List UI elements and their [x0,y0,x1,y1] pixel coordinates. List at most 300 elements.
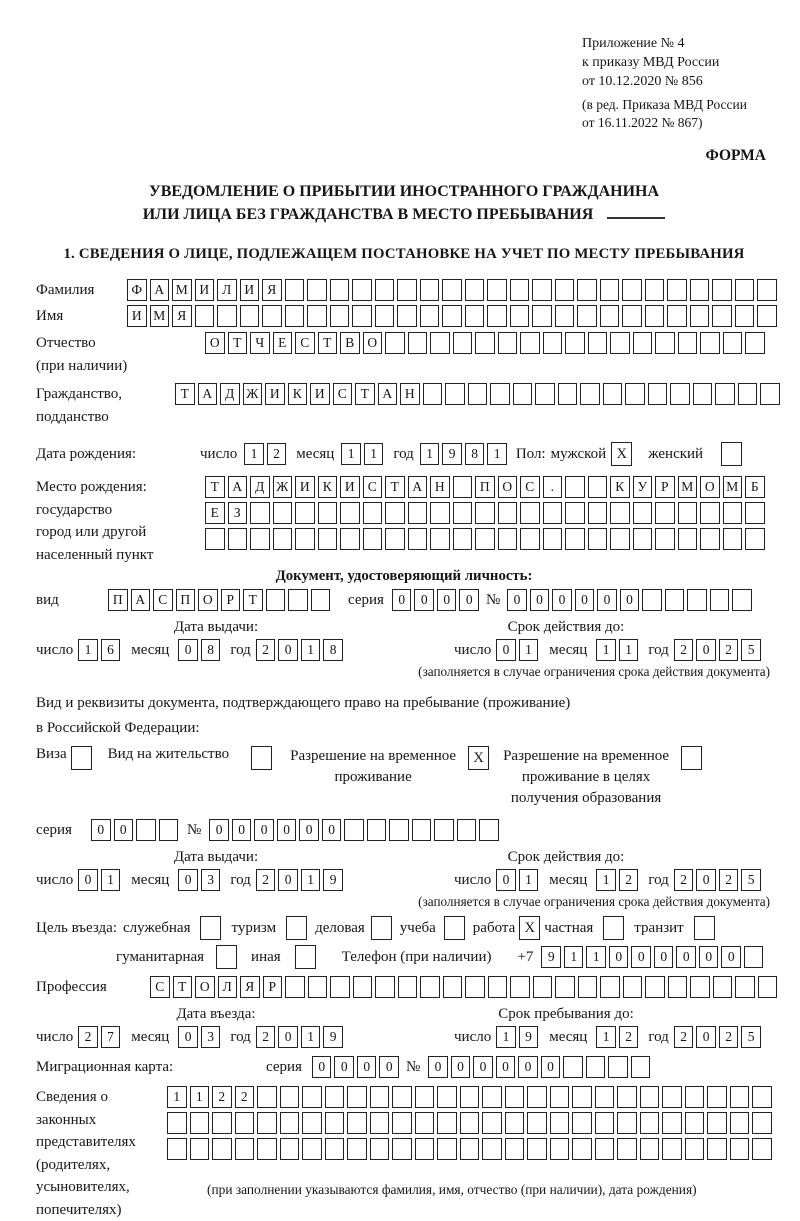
char-cell: П [475,476,495,498]
empty-cell [311,589,331,611]
empty-cell [738,383,758,405]
char-cell: 1 [301,869,321,891]
empty-cell [668,976,688,998]
char-cell: О [498,476,518,498]
empty-cell [713,976,733,998]
empty-cell [662,1138,682,1160]
purpose-private-label: частная [544,920,593,937]
birthplace-city-label-1: город или другой [36,521,205,544]
empty-cell [415,1138,435,1160]
section-1-heading: 1. СВЕДЕНИЯ О ЛИЦЕ, ПОДЛЕЖАЩЕМ ПОСТАНОВКЕ НА УЧЕТ ПО МЕСТУ ПРЕБЫВАНИЯ [36,246,772,263]
char-cell: 3 [201,869,221,891]
edition-line-1: (в ред. Приказа МВД России [582,96,772,114]
temp-residence-label-1: Разрешение на временное [290,746,456,767]
empty-cell [690,279,710,301]
empty-cell [655,528,675,550]
empty-cell [730,1138,750,1160]
temp-residence-label [290,746,456,788]
patronymic-label-block [36,332,205,377]
empty-cell [745,332,765,354]
empty-cell [687,589,707,611]
empty-cell [136,819,156,841]
empty-cell [588,476,608,498]
empty-cell [190,1112,210,1134]
empty-cell [600,305,620,327]
empty-cell [437,1086,457,1108]
char-cell: П [108,589,128,611]
char-cell: 0 [379,1056,399,1078]
empty-cell [723,502,743,524]
char-cell: М [172,279,192,301]
id-series-label: серия [348,592,384,609]
char-cell: Т [385,476,405,498]
char-cell: 0 [496,639,516,661]
empty-cell [645,279,665,301]
char-cell: 2 [256,1026,276,1048]
empty-cell [633,502,653,524]
char-cell: 6 [101,639,121,661]
entry-year-boxes [256,1026,346,1048]
birthdate-label: Дата рождения: [36,443,200,465]
resid-doc-series-row [36,819,772,841]
empty-cell [712,279,732,301]
empty-cell [475,502,495,524]
month-word: месяц [549,1029,587,1046]
title-line-2 [36,203,772,226]
birthplace-boxes-row1 [205,476,768,498]
char-cell: 0 [178,1026,198,1048]
id-issue-day-boxes [78,639,123,661]
char-cell: 0 [696,869,716,891]
resid-valid-month-boxes [596,869,641,891]
empty-cell [482,1112,502,1134]
empty-cell [295,528,315,550]
char-cell: О [195,976,215,998]
empty-cell [510,976,530,998]
char-cell: 0 [312,1056,332,1078]
migration-card-label: Миграционная карта: [36,1056,266,1078]
char-cell: 1 [101,869,121,891]
day-word: число [454,872,491,889]
empty-cell [423,383,443,405]
char-cell: Т [175,383,195,405]
char-cell: 0 [414,589,434,611]
char-cell: 0 [696,639,716,661]
char-cell: 0 [507,589,527,611]
empty-cell [572,1138,592,1160]
resid-valid-year-boxes [674,869,764,891]
empty-cell [190,1138,210,1160]
char-cell: Н [400,383,420,405]
empty-cell [408,502,428,524]
purpose-humanitarian-label: гуманитарная [116,949,204,966]
char-cell: 2 [674,1026,694,1048]
empty-cell [465,279,485,301]
empty-cell [420,305,440,327]
day-word: число [36,872,73,889]
char-cell: У [633,476,653,498]
empty-cell [752,1086,772,1108]
citizenship-label: Гражданство, [36,383,175,406]
residence-permit-checkbox [251,746,272,770]
empty-cell [460,1138,480,1160]
empty-cell [367,819,387,841]
char-cell: 1 [301,639,321,661]
char-cell: 0 [631,946,651,968]
empty-cell [347,1112,367,1134]
char-cell: М [678,476,698,498]
char-cell: 1 [364,443,384,465]
char-cell: Н [430,476,450,498]
empty-cell [445,383,465,405]
sex-female-label: женский [648,446,703,463]
purpose-tourism-checkbox [286,916,307,940]
phone-prefix: +7 [517,949,533,966]
day-word: число [200,446,237,463]
char-cell: 2 [674,869,694,891]
empty-cell [302,1086,322,1108]
title-line-1: УВЕДОМЛЕНИЕ О ПРИБЫТИИ ИНОСТРАННОГО ГРАЖДАНИНА [36,180,772,203]
char-cell: 0 [277,819,297,841]
empty-cell [633,332,653,354]
appendix-line-3: от 10.12.2020 № 856 [582,72,772,91]
char-cell: Ж [273,476,293,498]
empty-cell [344,819,364,841]
char-cell: 1 [420,443,440,465]
empty-cell [266,589,286,611]
empty-cell [159,819,179,841]
empty-cell [437,1138,457,1160]
char-cell: 1 [244,443,264,465]
char-cell: 0 [322,819,342,841]
appendix-line-2: к приказу МВД России [582,53,772,72]
char-cell: 0 [437,589,457,611]
empty-cell [645,976,665,998]
empty-cell [558,383,578,405]
year-word: год [648,1029,668,1046]
char-cell: С [150,976,170,998]
empty-cell [745,528,765,550]
guardians-label-3: представителях [36,1131,167,1154]
empty-cell [510,305,530,327]
empty-cell [257,1138,277,1160]
char-cell: М [150,305,170,327]
empty-cell [392,1086,412,1108]
char-cell: 0 [114,819,134,841]
resid-valid-header: Срок действия до: [396,849,736,866]
empty-cell [397,305,417,327]
char-cell: Е [273,332,293,354]
empty-cell [565,502,585,524]
empty-cell [710,589,730,611]
visit-purpose-label: Цель въезда: [36,917,117,939]
empty-cell [527,1138,547,1160]
empty-cell [487,305,507,327]
temp-residence-edu-label-1: Разрешение на временное [503,746,669,767]
empty-cell [758,976,778,998]
id-issue-month-boxes [178,639,223,661]
empty-cell [735,976,755,998]
empty-cell [577,279,597,301]
char-cell: 0 [357,1056,377,1078]
empty-cell [631,1056,651,1078]
empty-cell [505,1138,525,1160]
resid-doc-intro-1: Вид и реквизиты документа, подтверждающего право на пребывание (проживание) [36,690,772,716]
char-cell: 9 [323,1026,343,1048]
migration-number-label: № [406,1059,420,1076]
empty-cell [370,1086,390,1108]
empty-cell [437,1112,457,1134]
empty-cell [280,1086,300,1108]
char-cell: К [318,476,338,498]
id-issue-date [36,639,454,661]
empty-cell [415,1112,435,1134]
char-cell: П [176,589,196,611]
empty-cell [732,589,752,611]
empty-cell [443,976,463,998]
entry-date [36,1026,454,1048]
appendix-block [582,34,772,132]
patronymic-note-label: (при наличии) [36,355,205,378]
sex-male-checkbox: X [611,442,632,466]
entry-date-header: Дата въезда: [36,1006,396,1023]
char-cell: И [127,305,147,327]
empty-cell [550,1138,570,1160]
empty-cell [760,383,780,405]
migration-series-boxes [312,1056,402,1078]
id-issue-header: Дата выдачи: [36,619,396,636]
empty-cell [308,976,328,998]
empty-cell [617,1138,637,1160]
empty-cell [655,502,675,524]
char-cell: К [288,383,308,405]
char-cell: Р [221,589,241,611]
year-word: год [648,872,668,889]
empty-cell [690,976,710,998]
empty-cell [370,1112,390,1134]
year-word: год [230,872,250,889]
char-cell: 0 [278,869,298,891]
char-cell: 0 [552,589,572,611]
char-cell: 1 [519,639,539,661]
char-cell: 8 [323,639,343,661]
day-word: число [36,642,73,659]
resid-date-headers [36,849,772,866]
empty-cell [288,589,308,611]
empty-cell [487,279,507,301]
stay-month-boxes [596,1026,641,1048]
char-cell: А [378,383,398,405]
empty-cell [550,1112,570,1134]
empty-cell [685,1086,705,1108]
guardians-label-1: Сведения о [36,1086,167,1109]
empty-cell [415,1086,435,1108]
guardians-boxes-block [167,1086,775,1198]
empty-cell [505,1112,525,1134]
char-cell: . [543,476,563,498]
empty-cell [453,332,473,354]
empty-cell [392,1138,412,1160]
resid-issue-year-boxes [256,869,346,891]
empty-cell [295,502,315,524]
year-word: год [648,642,668,659]
char-cell: 1 [519,869,539,891]
char-cell: 1 [78,639,98,661]
char-cell: М [723,476,743,498]
char-cell: 2 [256,639,276,661]
visa-checkbox [71,746,92,770]
empty-cell [302,1112,322,1134]
empty-cell [212,1138,232,1160]
entry-date-headers [36,1006,772,1023]
empty-cell [678,332,698,354]
birthdate-row [36,442,772,466]
char-cell: 9 [519,1026,539,1048]
char-cell: 0 [178,869,198,891]
purpose-work-checkbox: X [519,916,540,940]
guardians-label-2: законных [36,1109,167,1132]
char-cell: Т [318,332,338,354]
phone-label: Телефон (при наличии) [342,949,492,966]
empty-cell [273,528,293,550]
char-cell: С [153,589,173,611]
char-cell: 0 [676,946,696,968]
id-type-boxes [108,589,333,611]
char-cell: А [150,279,170,301]
empty-cell [235,1112,255,1134]
empty-cell [586,1056,606,1078]
char-cell: 8 [201,639,221,661]
citizenship-label-2: подданство [36,406,175,429]
empty-cell [347,1138,367,1160]
empty-cell [693,383,713,405]
purpose-study-label: учеба [400,920,436,937]
month-word: месяц [296,446,334,463]
char-cell: 0 [392,589,412,611]
empty-cell [167,1138,187,1160]
resid-dates-row [36,869,772,891]
char-cell: 1 [487,443,507,465]
empty-cell [280,1112,300,1134]
empty-cell [707,1086,727,1108]
empty-cell [744,946,764,968]
char-cell: 9 [442,443,462,465]
migration-series-label: серия [266,1059,302,1076]
empty-cell [420,279,440,301]
char-cell: 0 [609,946,629,968]
empty-cell [520,528,540,550]
temp-residence-checkbox: X [468,746,489,770]
empty-cell [608,1056,628,1078]
purpose-private-checkbox [603,916,624,940]
empty-cell [468,383,488,405]
empty-cell [217,305,237,327]
empty-cell [330,279,350,301]
empty-cell [385,502,405,524]
empty-cell [453,502,473,524]
char-cell: 5 [741,869,761,891]
empty-cell [205,528,225,550]
empty-cell [408,332,428,354]
empty-cell [555,976,575,998]
char-cell: 2 [267,443,287,465]
empty-cell [479,819,499,841]
char-cell: 0 [541,1056,561,1078]
empty-cell [490,383,510,405]
empty-cell [352,279,372,301]
stay-day-boxes [496,1026,541,1048]
migration-card-row [36,1056,772,1078]
empty-cell [678,528,698,550]
empty-cell [318,502,338,524]
char-cell: О [700,476,720,498]
char-cell: О [363,332,383,354]
empty-cell [610,332,630,354]
empty-cell [572,1086,592,1108]
char-cell: 1 [167,1086,187,1108]
empty-cell [723,528,743,550]
surname-row [36,279,772,301]
empty-cell [510,279,530,301]
guardians-block [36,1086,772,1221]
char-cell: С [333,383,353,405]
id-date-headers [36,619,772,636]
purpose-other-label: иная [251,949,281,966]
empty-cell [482,1086,502,1108]
char-cell: 9 [541,946,561,968]
empty-cell [442,305,462,327]
empty-cell [240,305,260,327]
purpose-business-checkbox [371,916,392,940]
day-word: число [454,642,491,659]
empty-cell [482,1138,502,1160]
resid-validity-note: (заполняется в случае ограничения срока действия документа) [36,894,772,910]
empty-cell [700,528,720,550]
profession-label: Профессия [36,976,150,998]
purpose-official-label: служебная [123,920,191,937]
guardians-boxes-row3 [167,1138,775,1160]
char-cell: В [340,332,360,354]
empty-cell [420,976,440,998]
empty-cell [385,332,405,354]
char-cell: Т [173,976,193,998]
id-valid-year-boxes [674,639,764,661]
char-cell: И [295,476,315,498]
char-cell: 0 [620,589,640,611]
char-cell: О [198,589,218,611]
empty-cell [375,279,395,301]
char-cell: 0 [518,1056,538,1078]
empty-cell [375,305,395,327]
empty-cell [667,279,687,301]
birthplace-block [36,476,772,566]
empty-cell [700,332,720,354]
char-cell: 2 [719,869,739,891]
char-cell: З [228,502,248,524]
day-word: число [36,1029,73,1046]
stay-until-header: Срок пребывания до: [396,1006,736,1023]
empty-cell [617,1112,637,1134]
purpose-transit-checkbox [694,916,715,940]
char-cell: Я [172,305,192,327]
empty-cell [257,1086,277,1108]
empty-cell [580,383,600,405]
char-cell: И [310,383,330,405]
year-word: год [230,1029,250,1046]
empty-cell [685,1138,705,1160]
entry-month-boxes [178,1026,223,1048]
entry-day-boxes [78,1026,123,1048]
